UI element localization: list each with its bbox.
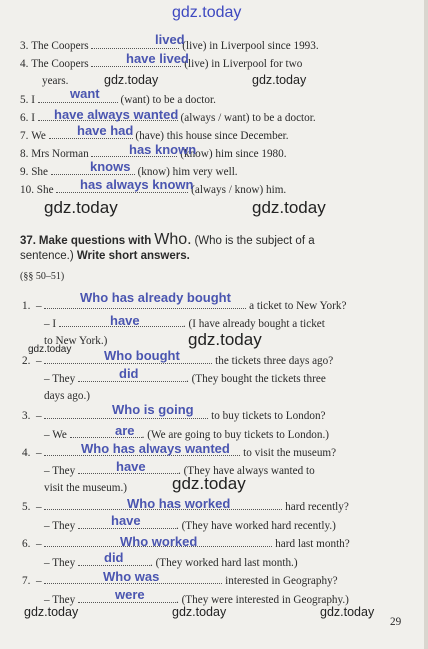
question-6: 6. – hard last month? bbox=[22, 538, 350, 550]
short-answer-value-5: have bbox=[111, 513, 141, 528]
question-answer-2: Who bought bbox=[104, 348, 180, 363]
question-answer-7: Who was bbox=[103, 569, 160, 584]
short-answer-value-4: have bbox=[116, 459, 146, 474]
question-1: 1. – a ticket to New York? bbox=[22, 300, 347, 312]
watermark: gdz.today bbox=[28, 344, 72, 355]
watermark: gdz.today bbox=[44, 198, 118, 217]
short-answer-6: – They . (They worked hard last month.) bbox=[44, 557, 298, 569]
watermark: gdz.today bbox=[252, 73, 307, 87]
answer-4: have lived bbox=[126, 51, 189, 66]
short-answer-5: – They . (They have worked hard recently.) bbox=[44, 520, 336, 532]
prev-item-8: 8. Mrs Norman (know) him since 1980. bbox=[20, 148, 287, 160]
answer-6: have always wanted bbox=[54, 107, 179, 122]
short-answer-1-cont: to New York.) bbox=[44, 335, 108, 347]
answer-7: have had bbox=[77, 123, 134, 138]
short-answer-2-cont: days ago.) bbox=[44, 390, 90, 402]
page-number: 29 bbox=[390, 616, 402, 628]
short-answer-value-2: did bbox=[119, 366, 139, 381]
prev-item-6: 6. I (always / want) to be a doctor. bbox=[20, 112, 316, 124]
answer-3: lived bbox=[155, 32, 185, 47]
short-answer-7: – They . (They were interested in Geography.) bbox=[44, 594, 349, 606]
watermark: gdz.today bbox=[172, 474, 246, 493]
answer-5: want bbox=[70, 86, 100, 101]
site-logo[interactable]: gdz.today bbox=[172, 4, 242, 21]
short-answer-value-7: were bbox=[115, 587, 145, 602]
answer-9: knows bbox=[90, 159, 131, 174]
short-answer-3: – We . (We are going to buy tickets to London.) bbox=[44, 429, 330, 441]
short-answer-2: – They . (They bought the tickets three bbox=[44, 373, 326, 385]
watermark: gdz.today bbox=[252, 198, 326, 217]
question-5: 5. – hard recently? bbox=[22, 501, 349, 513]
watermark: gdz.today bbox=[320, 605, 375, 619]
short-answer-value-3: are bbox=[115, 423, 135, 438]
answer-10: has always known bbox=[80, 177, 194, 192]
short-answer-value-6: did bbox=[104, 550, 124, 565]
prev-item-7: 7. We (have) this house since December. bbox=[20, 130, 289, 142]
prev-item-4-cont: years. bbox=[42, 75, 69, 87]
watermark: gdz.today bbox=[104, 73, 159, 87]
question-answer-4: Who has always wanted bbox=[81, 441, 230, 456]
page-edge bbox=[424, 0, 428, 649]
question-4: 4. – to visit the museum? bbox=[22, 447, 337, 459]
prev-item-4: 4. The Coopers (live) in Liverpool for two bbox=[20, 58, 303, 70]
exercise-instruction: sentence.) Write short answers. bbox=[20, 250, 190, 262]
short-answer-4-cont: visit the museum.) bbox=[44, 482, 127, 494]
section-reference: (§§ 50–51) bbox=[20, 271, 65, 282]
watermark: gdz.today bbox=[172, 605, 227, 619]
answer-8: has known bbox=[129, 142, 197, 157]
question-3: 3. – to buy tickets to London? bbox=[22, 410, 326, 422]
watermark: gdz.today bbox=[24, 605, 79, 619]
question-2: 2. – the tickets three days ago? bbox=[22, 355, 334, 367]
watermark: gdz.today bbox=[188, 330, 262, 349]
question-answer-5: Who has worked bbox=[127, 496, 231, 511]
prev-item-9: 9. She (know) him very well. bbox=[20, 166, 238, 178]
question-7: 7. – interested in Geography? bbox=[22, 575, 338, 587]
prev-item-10: 10. She (always / know) him. bbox=[20, 184, 287, 196]
short-answer-1: – I . (I have already bought a ticket bbox=[44, 318, 325, 330]
question-answer-1: Who has already bought bbox=[80, 290, 231, 305]
prev-item-3: 3. The Coopers (live) in Liverpool since 1993. bbox=[20, 40, 319, 52]
short-answer-4: – They . (They have always wanted to bbox=[44, 465, 315, 477]
question-answer-3: Who is going bbox=[112, 402, 194, 417]
question-answer-6: Who worked bbox=[120, 534, 198, 549]
prev-item-5: 5. I (want) to be a doctor. bbox=[20, 94, 216, 106]
short-answer-value-1: have bbox=[110, 313, 140, 328]
exercise-heading: 37. Make questions with Who. (Who is the subject of a bbox=[20, 231, 315, 248]
